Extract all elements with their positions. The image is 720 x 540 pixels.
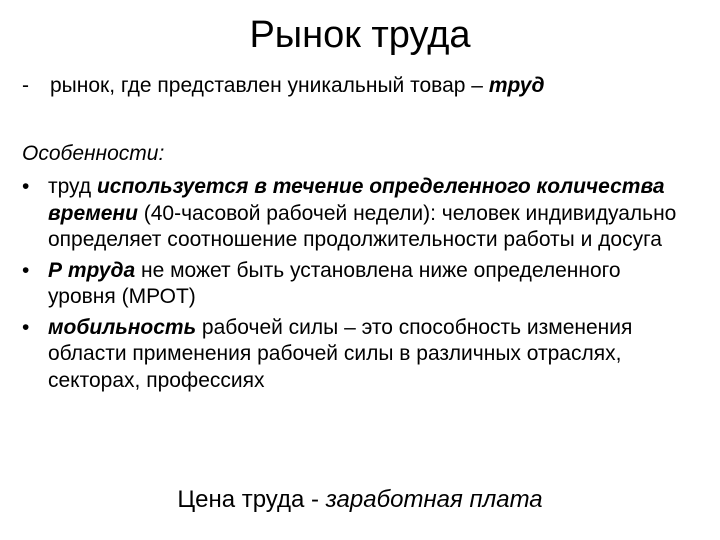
footer-line [0, 484, 720, 516]
bullet-emphasis: мобильность [48, 315, 197, 339]
bullet-post-text: рабочей силы – это способность изменения области применения рабочей силы в различных отраслях, секторах, профессиях [48, 315, 633, 392]
slide-title: Рынок труда [249, 14, 471, 56]
bullet-emphasis: Р труда [48, 258, 136, 282]
definition-emphasis: труд [488, 74, 545, 97]
definition-line [22, 72, 702, 100]
bullet-marker: • [22, 315, 30, 339]
list-item [22, 315, 692, 395]
bullet-marker: • [22, 175, 30, 198]
bullet-post-text: (40-часовой рабочей недели): человек индивидуально определяет соотношение продолжительности работы и досуга [48, 201, 677, 251]
definition-text: рынок, где представлен уникальный товар – [50, 74, 489, 97]
bullet-pre-text: труд [48, 175, 97, 198]
list-item [22, 258, 692, 311]
footer-emphasis: заработная плата [325, 486, 543, 513]
dash-marker: - [22, 74, 29, 97]
bullet-post-text: не может быть установлена ниже определенного уровня (МРОТ) [48, 258, 621, 308]
features-list [22, 174, 692, 398]
bullet-marker: • [22, 258, 30, 282]
list-item [22, 174, 692, 254]
features-label: Особенности: [22, 142, 165, 165]
bullet-emphasis: используется в течение определенного количества времени [48, 175, 665, 225]
footer-text: Цена труда - [177, 486, 326, 513]
